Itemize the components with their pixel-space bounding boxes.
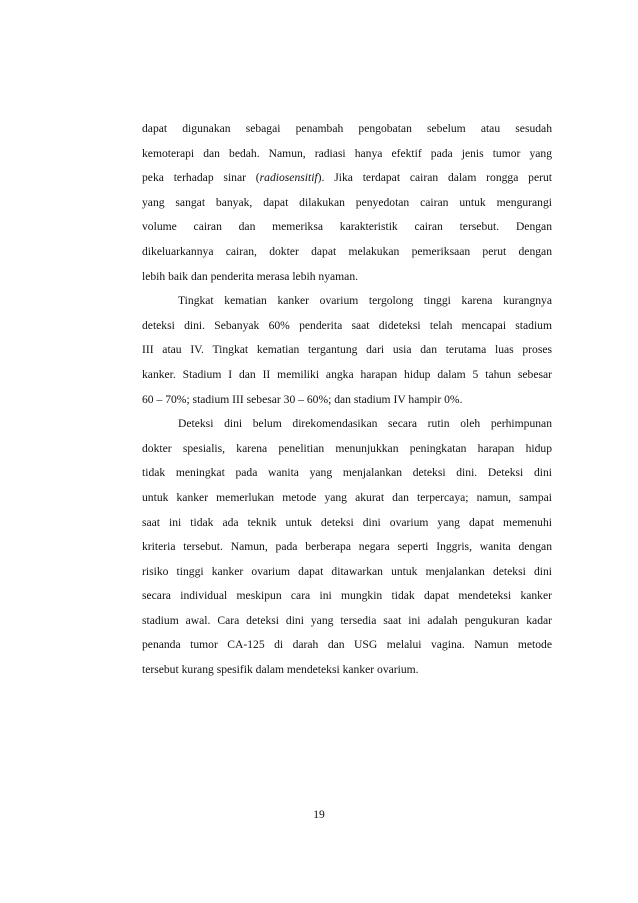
- text-line: secara individual meskipun cara ini mungkin tidak dapat mendeteksi kanker: [142, 589, 552, 603]
- page-body: [142, 117, 552, 683]
- text-line: untuk kanker memerlukan metode yang akurat dan terpercaya; namun, sampai: [142, 490, 552, 504]
- text-line: Tingkat kematian kanker ovarium tergolong tinggi karena kurangnya: [178, 294, 552, 308]
- text-line: tidak meningkat pada wanita yang menjalankan deteksi dini. Deteksi dini: [142, 466, 552, 480]
- text-line: lebih baik dan penderita merasa lebih nyaman.: [142, 269, 359, 283]
- text-line: dokter spesialis, karena penelitian menunjukkan peningkatan harapan hidup: [142, 441, 552, 455]
- text-segment: peka terhadap sinar (: [142, 171, 260, 185]
- text-line: kemoterapi dan bedah. Namun, radiasi hanya efektif pada jenis tumor yang: [142, 146, 552, 160]
- text-line: stadium awal. Cara deteksi dini yang tersedia saat ini adalah pengukuran kadar: [142, 613, 552, 627]
- text-line: risiko tinggi kanker ovarium dapat ditawarkan untuk menjalankan deteksi dini: [142, 564, 552, 578]
- text-line: dapat digunakan sebagai penambah pengobatan sebelum atau sesudah: [142, 122, 552, 135]
- text-line: yang sangat banyak, dapat dilakukan penyedotan cairan untuk mengurangi: [142, 195, 552, 209]
- text-line: tersebut kurang spesifik dalam mendeteksi kanker ovarium.: [142, 663, 419, 677]
- text-line: volume cairan dan memeriksa karakteristik cairan tersebut. Dengan: [142, 220, 552, 234]
- text-line: penanda tumor CA-125 di darah dan USG melalui vagina. Namun metode: [142, 638, 552, 652]
- text-line: Deteksi dini belum direkomendasikan secara rutin oleh perhimpunan: [178, 417, 552, 431]
- text-line: saat ini tidak ada teknik untuk deteksi dini ovarium yang dapat memenuhi: [142, 515, 552, 529]
- text-line: III atau IV. Tingkat kematian tergantung dari usia dan terutama luas proses: [142, 343, 552, 357]
- text-line: kriteria tersebut. Namun, pada berberapa negara seperti Inggris, wanita dengan: [142, 540, 552, 554]
- text-line: deteksi dini. Sebanyak 60% penderita saat dideteksi telah mencapai stadium: [142, 318, 552, 332]
- italic-term: radiosensitif: [259, 171, 318, 185]
- text-line: dikeluarkannya cairan, dokter dapat melakukan pemeriksaan perut dengan: [142, 244, 552, 258]
- text-segment: ). Jika terdapat cairan dalam rongga perut: [317, 171, 552, 185]
- page-number: 19: [313, 808, 325, 821]
- text-line: kanker. Stadium I dan II memiliki angka harapan hidup dalam 5 tahun sebesar: [142, 367, 552, 381]
- text-line: 60 – 70%; stadium III sebesar 30 – 60%; dan stadium IV hampir 0%.: [142, 392, 463, 406]
- text-line: [142, 166, 552, 191]
